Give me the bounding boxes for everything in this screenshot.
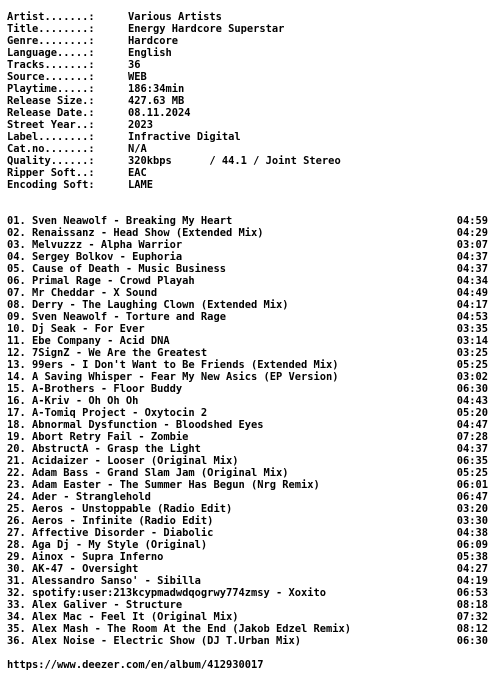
track-row	[7, 623, 488, 635]
track-title: 19. Abort Retry Fail - Zombie	[7, 431, 189, 443]
track-duration: 07:28	[456, 431, 488, 443]
track-title: 03. Melvuzzz - Alpha Warrior	[7, 239, 183, 251]
info-key: Release Size.:	[7, 95, 95, 107]
info-value: 427.63 MB	[128, 95, 185, 107]
info-value: Energy Hardcore Superstar	[128, 23, 285, 35]
track-duration: 03:07	[456, 239, 488, 251]
track-title: 16. A-Kriv - Oh Oh Oh	[7, 395, 139, 407]
track-title: 27. Affective Disorder - Diabolic	[7, 527, 214, 539]
track-row	[7, 479, 488, 491]
track-duration: 04:37	[456, 443, 488, 455]
info-key: Quality......:	[7, 155, 95, 167]
track-row	[7, 227, 488, 239]
track-row	[7, 635, 488, 647]
track-row	[7, 551, 488, 563]
track-duration: 04:47	[456, 419, 488, 431]
track-title: 11. Ebe Company - Acid DNA	[7, 335, 170, 347]
track-title: 12. 7SignZ - We Are the Greatest	[7, 347, 208, 359]
track-row	[7, 515, 488, 527]
track-duration: 06:53	[456, 587, 488, 599]
track-title: 28. Aga Dj - My Style (Original)	[7, 539, 208, 551]
info-key: Cat.no.......:	[7, 143, 95, 155]
track-row	[7, 599, 488, 611]
track-duration: 05:25	[456, 467, 488, 479]
info-key: Encoding Soft:	[7, 179, 95, 191]
track-title: 18. Abnormal Dysfunction - Bloodshed Eyes	[7, 419, 264, 431]
track-duration: 03:02	[456, 371, 488, 383]
track-row	[7, 287, 488, 299]
track-title: 17. A-Tomiq Project - Oxytocin 2	[7, 407, 208, 419]
info-value: 2023	[128, 119, 154, 131]
track-title: 33. Alex Galiver - Structure	[7, 599, 183, 611]
track-title: 09. Sven Neawolf - Torture and Rage	[7, 311, 226, 323]
track-duration: 07:32	[456, 611, 488, 623]
track-row	[7, 527, 488, 539]
track-duration: 04:59	[456, 215, 488, 227]
info-key: Playtime.....:	[7, 83, 95, 95]
track-title: 35. Alex Mash - The Room At the End (Jakob Edzel Remix)	[7, 623, 352, 635]
track-row	[7, 383, 488, 395]
track-duration: 04:27	[456, 563, 488, 575]
info-row	[7, 59, 341, 71]
track-title: 32. spotify:user:213kcypmadwdqogrwy774zmsy - Xoxito	[7, 587, 327, 599]
track-duration: 04:17	[456, 299, 488, 311]
track-title: 22. Adam Bass - Grand Slam Jam (Original Mix)	[7, 467, 289, 479]
track-duration: 03:14	[456, 335, 488, 347]
track-title: 01. Sven Neawolf - Breaking My Heart	[7, 215, 233, 227]
info-value: N/A	[128, 143, 147, 155]
info-value: Hardcore	[128, 35, 179, 47]
release-info-block	[7, 11, 341, 191]
track-title: 13. 99ers - I Don't Want to Be Friends (Extended Mix)	[7, 359, 339, 371]
info-key: Label........:	[7, 131, 95, 143]
info-row	[7, 47, 341, 59]
track-title: 21. Acidaizer - Looser (Original Mix)	[7, 455, 239, 467]
info-value: Various Artists	[128, 11, 222, 23]
track-row	[7, 239, 488, 251]
info-key: Genre........:	[7, 35, 95, 47]
track-duration: 06:01	[456, 479, 488, 491]
track-duration: 03:20	[456, 503, 488, 515]
info-row	[7, 107, 341, 119]
track-duration: 06:35	[456, 455, 488, 467]
track-row	[7, 371, 488, 383]
info-value: 36	[128, 59, 141, 71]
track-duration: 05:25	[456, 359, 488, 371]
track-row	[7, 311, 488, 323]
track-title: 04. Sergey Bolkov - Euphoria	[7, 251, 183, 263]
track-row	[7, 299, 488, 311]
track-row	[7, 503, 488, 515]
info-key: Source.......:	[7, 71, 95, 83]
info-value: WEB	[128, 71, 147, 83]
info-row	[7, 35, 341, 47]
track-duration: 04:29	[456, 227, 488, 239]
track-row	[7, 455, 488, 467]
info-row	[7, 23, 341, 35]
track-duration: 04:49	[456, 287, 488, 299]
info-row	[7, 155, 341, 167]
track-row	[7, 251, 488, 263]
info-value: English	[128, 47, 172, 59]
info-row	[7, 143, 341, 155]
track-title: 07. Mr Cheddar - X Sound	[7, 287, 158, 299]
track-duration: 04:43	[456, 395, 488, 407]
track-title: 29. Ainox - Supra Inferno	[7, 551, 164, 563]
track-title: 30. AK-47 - Oversight	[7, 563, 139, 575]
track-title: 23. Adam Easter - The Summer Has Begun (Nrg Remix)	[7, 479, 320, 491]
track-row	[7, 335, 488, 347]
track-duration: 06:30	[456, 383, 488, 395]
info-value: 186:34min	[128, 83, 185, 95]
track-title: 26. Aeros - Infinite (Radio Edit)	[7, 515, 214, 527]
track-row	[7, 407, 488, 419]
track-duration: 04:37	[456, 251, 488, 263]
track-duration: 04:34	[456, 275, 488, 287]
track-duration: 03:35	[456, 323, 488, 335]
info-row	[7, 83, 341, 95]
info-key: Ripper Soft..:	[7, 167, 95, 179]
track-row	[7, 347, 488, 359]
track-row	[7, 419, 488, 431]
info-key: Language.....:	[7, 47, 95, 59]
album-url: https://www.deezer.com/en/album/412930017	[7, 659, 264, 671]
info-key: Tracks.......:	[7, 59, 95, 71]
track-duration: 06:47	[456, 491, 488, 503]
track-duration: 08:18	[456, 599, 488, 611]
track-row	[7, 323, 488, 335]
track-row	[7, 491, 488, 503]
track-row	[7, 539, 488, 551]
track-title: 24. Ader - Stranglehold	[7, 491, 151, 503]
track-duration: 06:30	[456, 635, 488, 647]
info-value: Infractive Digital	[128, 131, 241, 143]
info-key: Street Year..:	[7, 119, 95, 131]
info-value: 320kbps / 44.1 / Joint Stereo	[128, 155, 341, 167]
track-duration: 04:37	[456, 263, 488, 275]
track-row	[7, 359, 488, 371]
track-duration: 05:20	[456, 407, 488, 419]
track-title: 08. Derry - The Laughing Clown (Extended Mix)	[7, 299, 289, 311]
track-title: 14. A Saving Whisper - Fear My New Asics (EP Version)	[7, 371, 339, 383]
track-duration: 05:38	[456, 551, 488, 563]
track-duration: 04:53	[456, 311, 488, 323]
track-row	[7, 215, 488, 227]
info-key: Title........:	[7, 23, 95, 35]
info-row	[7, 11, 341, 23]
info-key: Artist.......:	[7, 11, 95, 23]
track-title: 34. Alex Mac - Feel It (Original Mix)	[7, 611, 239, 623]
track-duration: 04:38	[456, 527, 488, 539]
track-title: 15. A-Brothers - Floor Buddy	[7, 383, 183, 395]
info-value: 08.11.2024	[128, 107, 191, 119]
track-duration: 03:30	[456, 515, 488, 527]
track-title: 20. AbstructA - Grasp the Light	[7, 443, 201, 455]
track-duration: 04:19	[456, 575, 488, 587]
track-title: 36. Alex Noise - Electric Show (DJ T.Urban Mix)	[7, 635, 302, 647]
track-row	[7, 467, 488, 479]
track-duration: 08:12	[456, 623, 488, 635]
info-value: EAC	[128, 167, 147, 179]
tracklist	[7, 215, 488, 647]
info-row	[7, 95, 341, 107]
info-row	[7, 167, 341, 179]
info-value: LAME	[128, 179, 154, 191]
track-row	[7, 263, 488, 275]
info-key: Release Date.:	[7, 107, 95, 119]
track-row	[7, 275, 488, 287]
track-duration: 03:25	[456, 347, 488, 359]
track-title: 31. Alessandro Sanso' - Sibilla	[7, 575, 201, 587]
track-title: 10. Dj Seak - For Ever	[7, 323, 145, 335]
track-row	[7, 431, 488, 443]
track-duration: 06:09	[456, 539, 488, 551]
track-title: 02. Renaissanz - Head Show (Extended Mix)	[7, 227, 264, 239]
track-row	[7, 611, 488, 623]
track-row	[7, 587, 488, 599]
track-row	[7, 395, 488, 407]
info-row	[7, 131, 341, 143]
track-row	[7, 563, 488, 575]
info-row	[7, 71, 341, 83]
track-row	[7, 443, 488, 455]
info-row	[7, 119, 341, 131]
track-title: 25. Aeros - Unstoppable (Radio Edit)	[7, 503, 233, 515]
track-row	[7, 575, 488, 587]
track-title: 06. Primal Rage - Crowd Playah	[7, 275, 195, 287]
info-row	[7, 179, 341, 191]
track-title: 05. Cause of Death - Music Business	[7, 263, 226, 275]
